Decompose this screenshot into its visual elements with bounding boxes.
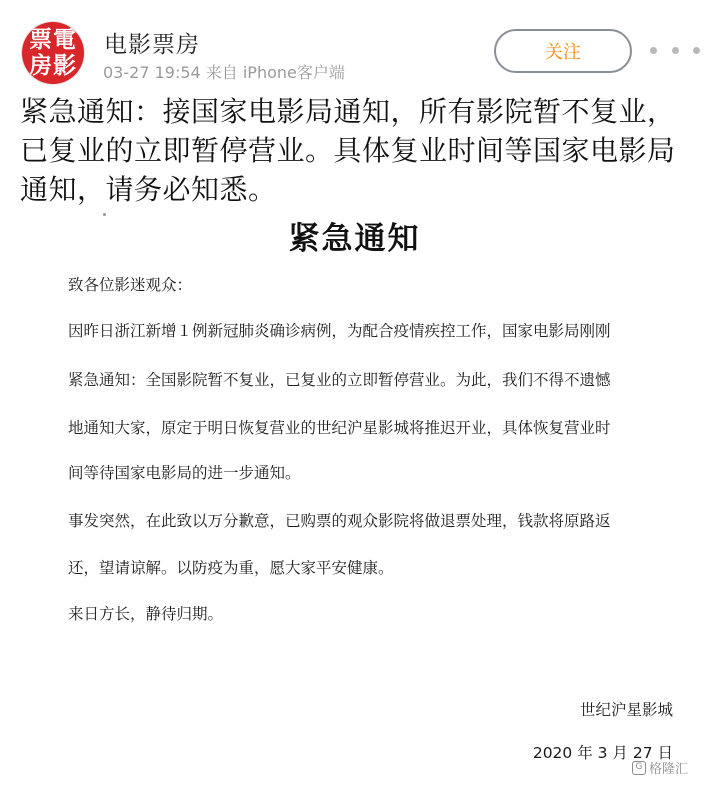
notice-date: 2020 年 3 月 27 日 [532, 744, 673, 762]
avatar-char: 電 [53, 26, 76, 53]
watermark-logo-icon: G [632, 761, 646, 775]
notice-line: 因昨日浙江新增１例新冠肺炎确诊病例，为配合疫情疾控工作，国家电影局刚刚 [68, 322, 611, 340]
notice-line: 间等待国家电影局的进一步通知。 [68, 464, 301, 482]
notice-line: 地通知大家，原定于明日恢复营业的世纪沪星影城将推迟开业，具体恢复营业时 [68, 419, 611, 437]
avatar-char: 影 [53, 52, 76, 79]
dot-icon [672, 47, 679, 54]
post-meta: 03-27 19:54 来自 iPhone客户端 [103, 63, 345, 82]
post-line: 已复业的立即暂停营业。具体复业时间等国家电影局 [20, 134, 676, 167]
account-name[interactable]: 电影票房 [104, 32, 200, 58]
watermark-text: 格隆汇 [649, 762, 689, 777]
notice-line: 紧急通知：全国影院暂不复业，已复业的立即暂停营业。为此，我们不得不遗憾 [68, 371, 611, 389]
dot-icon [650, 47, 657, 54]
avatar-char: 房 [29, 52, 52, 79]
post-line: 通知，请务必知悉。 [20, 173, 277, 206]
avatar[interactable] [22, 22, 84, 84]
dot-icon [693, 47, 700, 54]
notice-greeting: 致各位影迷观众： [68, 276, 193, 294]
notice-title: 紧急通知 [288, 221, 421, 257]
watermark [632, 758, 688, 777]
follow-button[interactable]: 关注 [494, 29, 632, 73]
notice-signature: 世纪沪星影城 [579, 701, 673, 719]
notice-line: 事发突然，在此致以万分歉意，已购票的观众影院将做退票处理，钱款将原路返 [68, 512, 611, 530]
more-options-icon[interactable] [650, 40, 700, 60]
notice-line: 还，望请谅解。以防疫为重，愿大家平安健康。 [68, 559, 394, 577]
avatar-char: 票 [29, 26, 52, 53]
notice-line: 来日方长，静待归期。 [68, 605, 224, 623]
post-body [20, 92, 685, 209]
post-line: 紧急通知：接国家电影局通知，所有影院暂不复业， [20, 95, 676, 128]
